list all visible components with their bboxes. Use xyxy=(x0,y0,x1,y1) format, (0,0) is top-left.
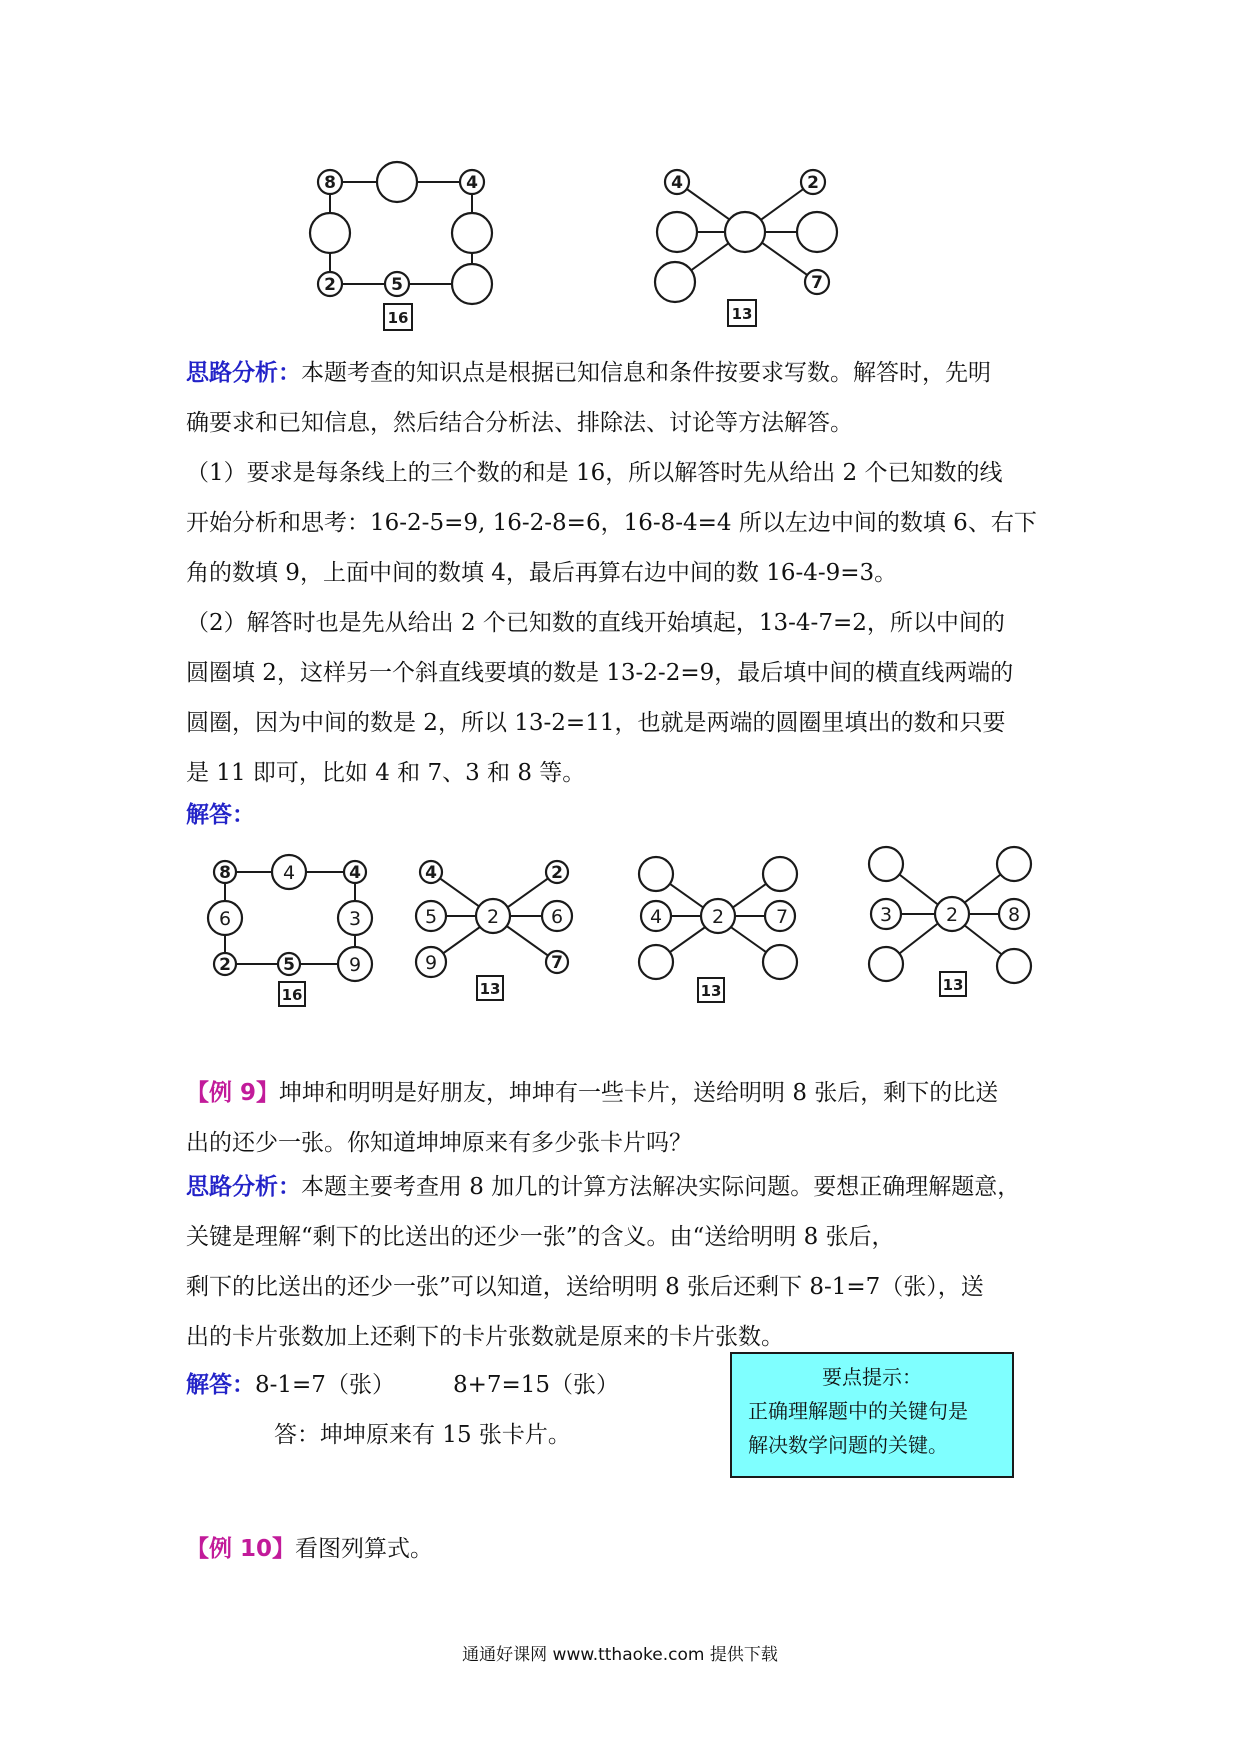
circle-bottom-right xyxy=(452,264,492,304)
circle-text: 7 xyxy=(551,953,563,973)
tip-title: 要点提示： xyxy=(822,1365,922,1389)
circle-text: 7 xyxy=(775,906,789,928)
text-line: 圆圈填 2，这样另一个斜直线要填的数是 13-2-2=9，最后填中间的横直线两端的 xyxy=(186,660,1014,686)
text-line: 圆圈，因为中间的数是 2，所以 13-2=11，也就是两端的圆圈里填出的数和只要 xyxy=(186,710,1006,736)
text-line: 出的还少一张。你知道坤坤原来有多少张卡片吗？ xyxy=(186,1130,692,1156)
target-number: 13 xyxy=(731,305,753,323)
circle-text: 8 xyxy=(1007,904,1021,926)
circle-right xyxy=(797,212,837,252)
figure-rectangle-answer xyxy=(205,848,385,1018)
tip-line: 正确理解题中的关键句是 xyxy=(748,1399,968,1423)
circle-text: 2 xyxy=(945,904,959,926)
circle-text: 4 xyxy=(425,863,437,883)
text-line: 出的卡片张数加上还剩下的卡片张数就是原来的卡片张数。 xyxy=(186,1324,784,1350)
circle-text: 4 xyxy=(671,173,683,193)
analysis-label: 思路分析： xyxy=(186,1174,301,1200)
tip-line: 解决数学问题的关键。 xyxy=(748,1433,948,1457)
circle-right-middle xyxy=(452,213,492,253)
circle-top-middle xyxy=(377,162,417,202)
figure-rectangle-question xyxy=(300,160,500,340)
circle-text: 7 xyxy=(811,273,823,293)
figure-star-answer-2 xyxy=(630,848,810,1018)
analysis-paragraph-2 xyxy=(186,1162,1066,1362)
circle-text: 2 xyxy=(711,906,725,928)
circle-text: 4 xyxy=(349,863,361,883)
figure-star-answer-3 xyxy=(860,842,1040,1012)
figure-star-answer-1 xyxy=(405,848,585,1018)
circle-text: 5 xyxy=(391,275,403,295)
circle-text: 3 xyxy=(879,904,893,926)
tip-box xyxy=(730,1352,1014,1478)
example-label: 【例 10】 xyxy=(186,1536,296,1562)
circle-text: 2 xyxy=(807,173,819,193)
circle-center xyxy=(725,212,765,252)
circle-text: 5 xyxy=(283,955,295,975)
circle-text: 5 xyxy=(424,906,438,928)
circle-lower-left xyxy=(655,262,695,302)
answer-reply: 答：坤坤原来有 15 张卡片。 xyxy=(274,1422,571,1448)
target-number: 16 xyxy=(387,309,409,327)
circle-text: 9 xyxy=(348,954,362,976)
circle-text: 8 xyxy=(324,173,336,193)
text-line: （1）要求是每条线上的三个数的和是 16，所以解答时先从给出 2 个已知数的线 xyxy=(186,460,1003,486)
calc-1: 8-1=7（张） xyxy=(255,1372,395,1398)
calc-2: 8+7=15（张） xyxy=(452,1372,620,1398)
text-line: 确要求和已知信息，然后结合分析法、排除法、讨论等方法解答。 xyxy=(186,410,853,436)
circle-text: 2 xyxy=(219,955,231,975)
circle-text: 9 xyxy=(424,952,438,974)
circle-text: 4 xyxy=(466,173,478,193)
circle-text: 2 xyxy=(324,275,336,295)
text-line: 开始分析和思考：16-2-5=9, 16-2-8=6，16-8-4=4 所以左边中间的数填 6、右下 xyxy=(186,510,1037,536)
circle-left xyxy=(657,212,697,252)
example-label: 【例 9】 xyxy=(186,1080,280,1106)
circle-text: 8 xyxy=(219,863,231,883)
example-text: 看图列算式。 xyxy=(295,1536,434,1562)
text-line: 是 11 即可，比如 4 和 7、3 和 8 等。 xyxy=(186,760,586,786)
text-line: 坤坤和明明是好朋友，坤坤有一些卡片，送给明明 8 张后，剩下的比送 xyxy=(279,1080,999,1106)
answer-label: 解答： xyxy=(186,802,255,828)
circle-text: 4 xyxy=(649,906,663,928)
example-10 xyxy=(186,1524,1066,1574)
analysis-label: 思路分析： xyxy=(186,360,301,386)
circle-text: 3 xyxy=(348,908,362,930)
answer-label-1 xyxy=(186,790,1066,840)
figure-star-question xyxy=(645,160,845,340)
text-line: 剩下的比送出的还少一张”可以知道，送给明明 8 张后还剩下 8-1=7（张），送 xyxy=(186,1274,984,1300)
circle-text: 4 xyxy=(282,862,296,884)
circle-text: 2 xyxy=(551,863,563,883)
example-9 xyxy=(186,1068,1066,1168)
target-number: 16 xyxy=(281,986,303,1004)
circle-text: 2 xyxy=(486,906,500,928)
text-line: （2）解答时也是先从给出 2 个已知数的直线开始填起，13-4-7=2，所以中间的 xyxy=(186,610,1005,636)
page-footer: 通通好课网 www.tthaoke.com 提供下载 xyxy=(462,1645,778,1665)
circle-text: 6 xyxy=(218,908,232,930)
circle-text: 6 xyxy=(550,906,564,928)
text-line: 本题考查的知识点是根据已知信息和条件按要求写数。解答时，先明 xyxy=(301,360,991,386)
target-number: 13 xyxy=(700,982,722,1000)
text-line: 角的数填 9，上面中间的数填 4，最后再算右边中间的数 16-4-9=3。 xyxy=(186,560,898,586)
analysis-paragraph-1 xyxy=(186,348,1066,798)
text-line: 关键是理解“剩下的比送出的还少一张”的含义。由“送给明明 8 张后， xyxy=(186,1224,895,1250)
text-line: 本题主要考查用 8 加几的计算方法解决实际问题。要想正确理解题意， xyxy=(301,1174,1021,1200)
answer-2 xyxy=(186,1360,706,1460)
circle-left-middle xyxy=(310,213,350,253)
answer-label: 解答： xyxy=(186,1372,255,1398)
target-number: 13 xyxy=(942,976,964,994)
target-number: 13 xyxy=(479,980,501,998)
